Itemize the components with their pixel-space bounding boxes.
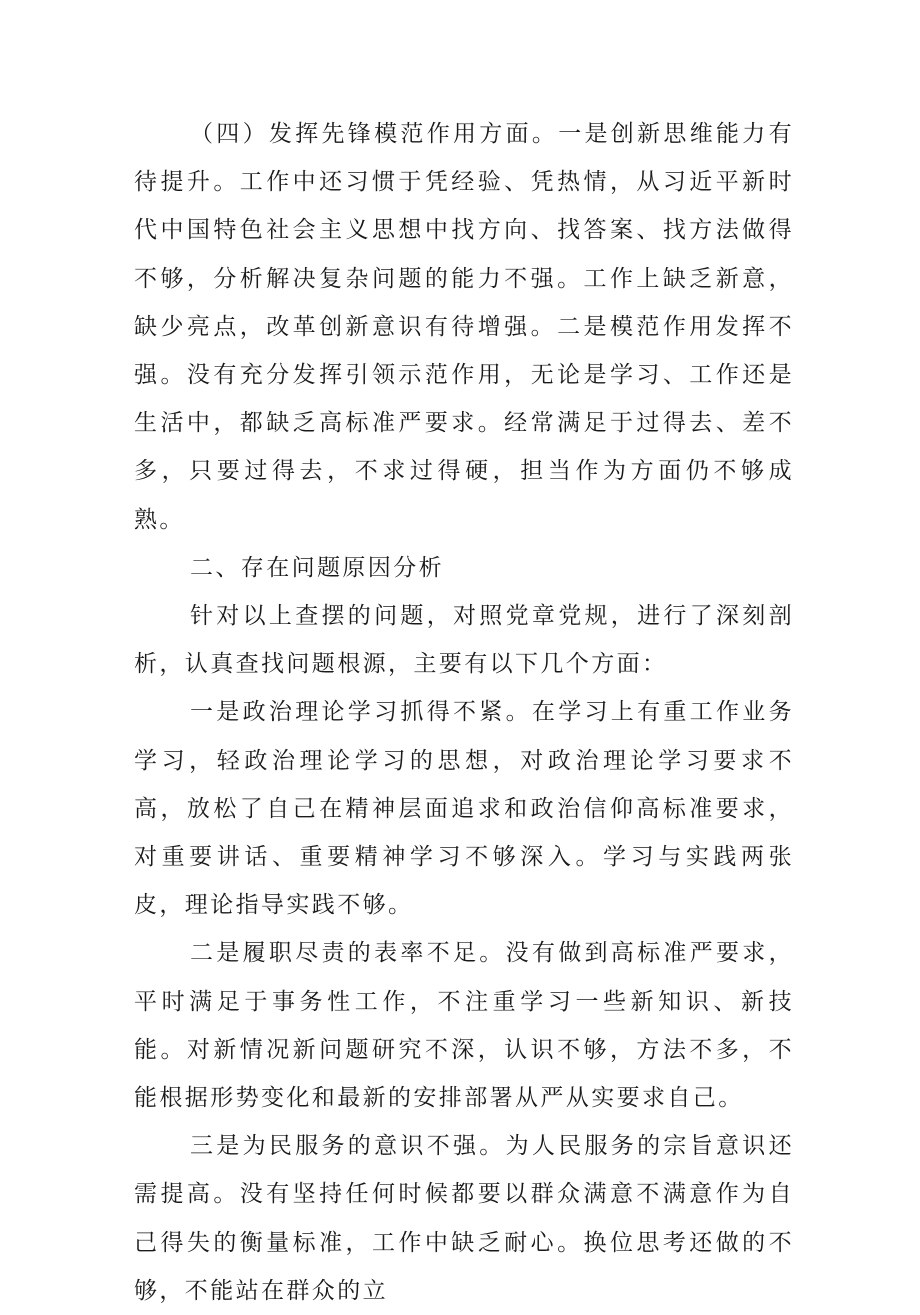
section-heading-cause-analysis: 二、存在问题原因分析: [190, 554, 444, 581]
paragraph-theory-study: 一是政治理论学习抓得不紧。在学习上有重工作业务学习，轻政治理论学习的思想，对政治理论学习要求不高，放松了自己在精神层面追求和政治信仰高标准要求，对重要讲话、重要精神学习不够深入。学习与实践两张皮，理论指导实践不够。: [134, 699, 794, 919]
document-body: [134, 110, 794, 1315]
paragraph-duty-performance: 二是履职尽责的表率不足。没有做到高标准严要求，平时满足于事务性工作，不注重学习一些新知识、新技能。对新情况新问题研究不深，认识不够，方法不多，不能根据形势变化和最新的安排部署从严从实要求自己。: [134, 940, 794, 1112]
paragraph-analysis-intro: 针对以上查摆的问题，对照党章党规，进行了深刻剖析，认真查找问题根源，主要有以下几个方面：: [134, 603, 794, 678]
paragraph-service-awareness: 三是为民服务的意识不强。为人民服务的宗旨意识还需提高。没有坚持任何时候都要以群众满意不满意作为自己得失的衡量标准，工作中缺乏耐心。换位思考还做的不够，不能站在群众的立: [134, 1133, 794, 1304]
paragraph-pioneer-role: （四）发挥先锋模范作用方面。一是创新思维能力有待提升。工作中还习惯于凭经验、凭热情，从习近平新时代中国特色社会主义思想中找方向、找答案、找方法做得不够，分析解决复杂问题的能力不强。工作上缺乏新意，缺少亮点，改革创新意识有待增强。二是模范作用发挥不强。没有充分发挥引领示范作用，无论是学习、工作还是生活中，都缺乏高标准严要求。经常满足于过得去、差不多，只要过得去，不求过得硬，担当作为方面仍不够成熟。: [134, 121, 794, 533]
